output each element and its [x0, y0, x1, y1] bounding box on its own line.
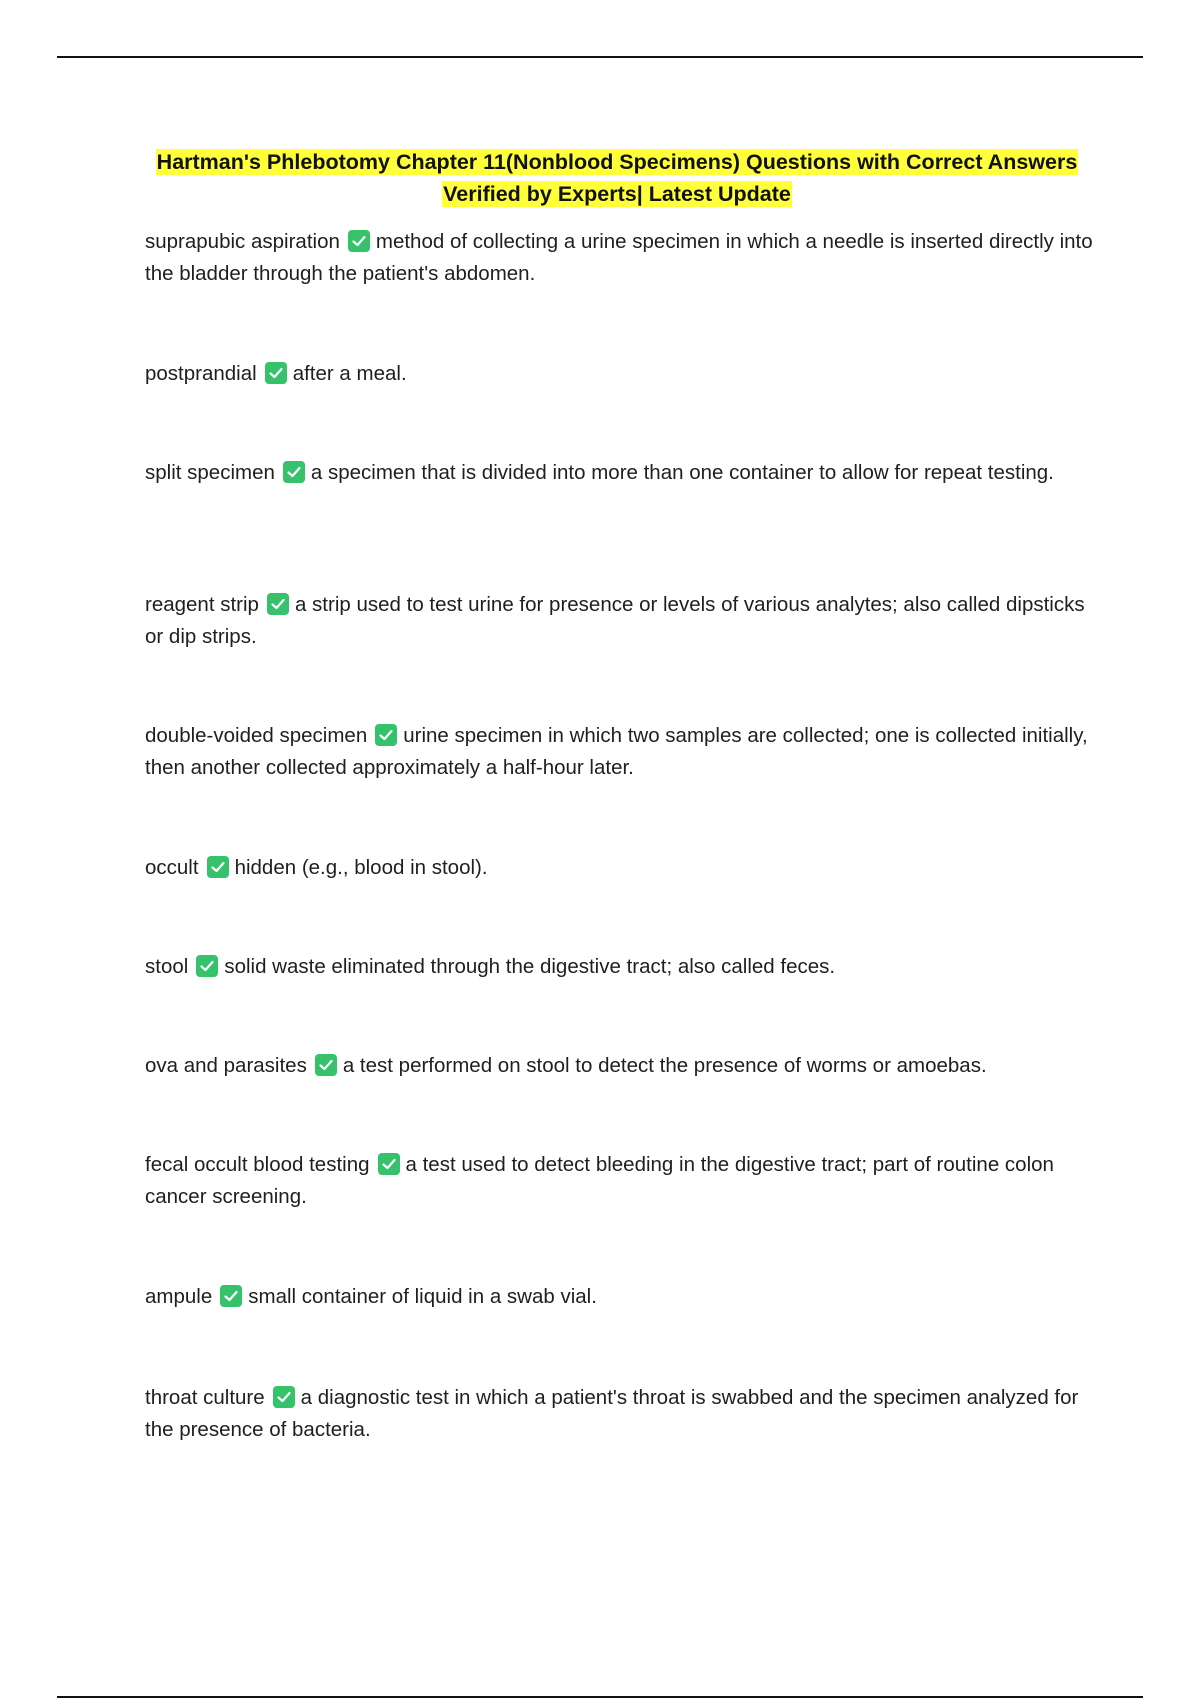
entry-term: suprapubic aspiration [145, 230, 340, 253]
entry-occult [145, 852, 1095, 884]
checkmark-box-icon [348, 230, 370, 252]
checkmark-box-icon [273, 1386, 295, 1408]
entry-ova-and-parasites [145, 1050, 1095, 1082]
entry-throat-culture [145, 1382, 1095, 1446]
entry-term: split specimen [145, 461, 275, 484]
title-line-1: Hartman's Phlebotomy Chapter 11(Nonblood Specimens) Questions with Correct Answers [156, 150, 1078, 174]
entry-term: double-voided specimen [145, 724, 368, 747]
checkmark-box-icon [315, 1054, 337, 1076]
checkmark-box-icon [196, 955, 218, 977]
entry-definition: hidden (e.g., blood in stool). [234, 856, 488, 879]
entry-term: fecal occult blood testing [145, 1153, 370, 1176]
document-title [120, 146, 1114, 210]
entry-definition: solid waste eliminated through the digestive tract; also called feces. [224, 955, 836, 978]
entry-term: ampule [145, 1285, 213, 1308]
entry-stool [145, 951, 1095, 983]
checkmark-box-icon [207, 856, 229, 878]
entry-definition: a diagnostic test in which a patient's throat is swabbed and the specimen analyzed for the presence of bacteria. [145, 1386, 1079, 1441]
entry-term: postprandial [145, 362, 257, 385]
entry-definition: a specimen that is divided into more than one container to allow for repeat testing. [310, 461, 1054, 484]
entry-definition: a test used to detect bleeding in the digestive tract; part of routine colon cancer screening. [145, 1153, 1054, 1208]
title-line-2: Verified by Experts| Latest Update [443, 182, 791, 206]
entry-definition: a test performed on stool to detect the presence of worms or amoebas. [342, 1054, 987, 1077]
entry-term: throat culture [145, 1386, 265, 1409]
bottom-rule [57, 1696, 1143, 1698]
checkmark-box-icon [375, 724, 397, 746]
checkmark-box-icon [265, 362, 287, 384]
top-rule [57, 56, 1143, 58]
entry-definition: after a meal. [292, 362, 407, 385]
entry-fecal-occult-blood-testing [145, 1149, 1095, 1213]
entry-definition: method of collecting a urine specimen in which a needle is inserted directly into the bladder through the patient's abdomen. [145, 230, 1093, 285]
checkmark-box-icon [220, 1285, 242, 1307]
checkmark-box-icon [378, 1153, 400, 1175]
entry-term: occult [145, 856, 199, 879]
entry-term: ova and parasites [145, 1054, 307, 1077]
entry-split-specimen [145, 457, 1095, 489]
checkmark-box-icon [283, 461, 305, 483]
entry-ampule [145, 1281, 1095, 1313]
entry-postprandial [145, 358, 1095, 390]
entry-definition: a strip used to test urine for presence or levels of various analytes; also called dipsticks or dip strips. [145, 593, 1085, 648]
checkmark-box-icon [267, 593, 289, 615]
entry-double-voided-specimen [145, 720, 1095, 784]
entry-definition: small container of liquid in a swab vial. [248, 1285, 597, 1308]
entry-suprapubic-aspiration [145, 226, 1095, 290]
entry-term: stool [145, 955, 189, 978]
entry-reagent-strip [145, 589, 1095, 653]
entry-term: reagent strip [145, 593, 259, 616]
entry-definition: urine specimen in which two samples are collected; one is collected initially, then another collected approximately a half-hour later. [145, 724, 1088, 779]
